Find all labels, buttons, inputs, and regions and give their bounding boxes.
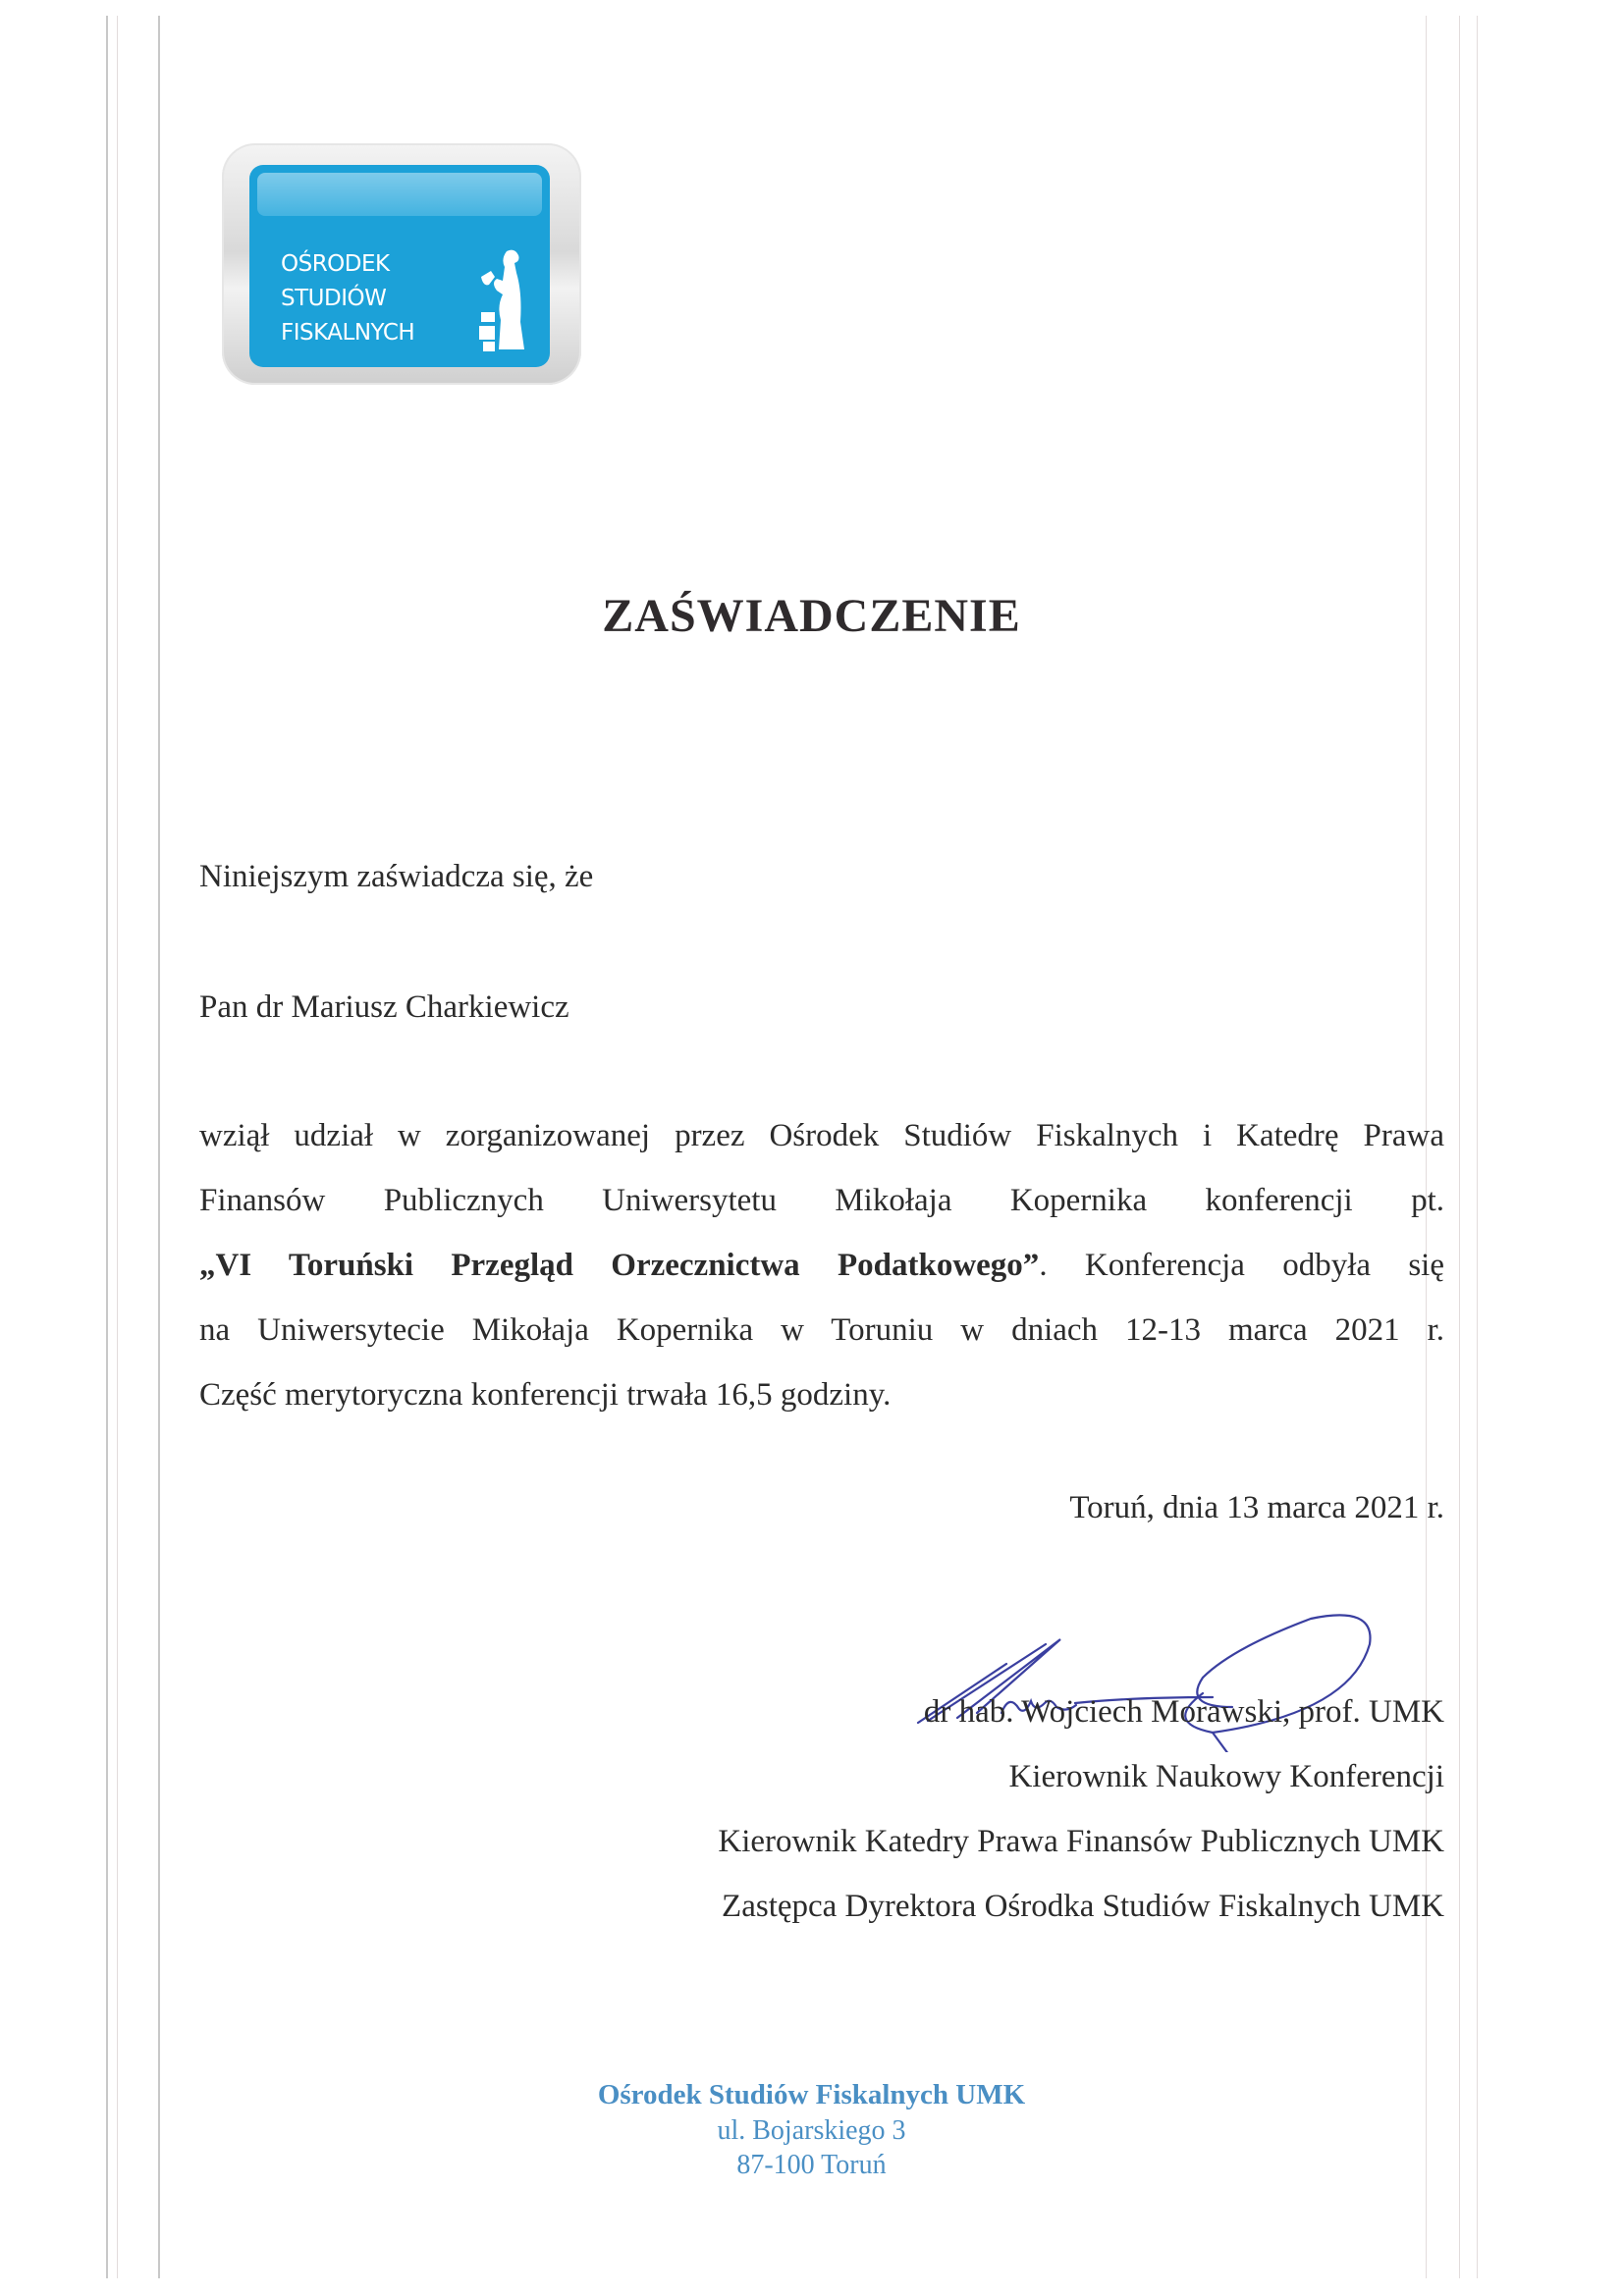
body-line: Finansów Publicznych Uniwersytetu Mikołaja Kopernika konferencji pt.: [199, 1183, 1444, 1218]
scan-margin-line: [117, 16, 118, 2278]
logo-panel: [249, 165, 550, 367]
place-date: Toruń, dnia 13 marca 2021 r.: [1069, 1490, 1444, 1525]
scan-margin-line: [1477, 16, 1478, 2278]
intro-text: Niniejszym zaświadcza się, że: [199, 859, 594, 894]
logo-line: OŚRODEK: [281, 251, 390, 277]
footer-city: 87-100 Toruń: [736, 2150, 887, 2180]
signatory-role: Zastępca Dyrektora Ośrodka Studiów Fiskalnych UMK: [722, 1889, 1444, 1924]
scan-margin-line: [1459, 16, 1460, 2278]
logo-line: STUDIÓW: [281, 286, 387, 311]
scan-margin-line: [158, 16, 160, 2278]
body-line: Część merytoryczna konferencji trwała 16,5 godziny.: [199, 1377, 892, 1413]
recipient-name: Pan dr Mariusz Charkiewicz: [199, 989, 569, 1025]
footer-org: [0, 2079, 1623, 2111]
logo-line: FISKALNYCH: [281, 320, 415, 346]
body-line-tail: . Konferencja odbyła się: [1039, 1248, 1444, 1283]
body-line: wziął udział w zorganizowanej przez Ośrodek Studiów Fiskalnych i Katedrę Prawa: [199, 1118, 1444, 1153]
signatory-name: dr hab. Wojciech Morawski, prof. UMK: [923, 1694, 1444, 1730]
document-title: ZAŚWIADCZENIE: [602, 590, 1021, 642]
figure-with-scales-icon: [477, 247, 526, 353]
footer-street: ul. Bojarskiego 3: [717, 2115, 906, 2146]
scan-margin-line: [106, 16, 108, 2278]
body-line: [199, 1233, 1444, 1298]
body-line: na Uniwersytecie Mikołaja Kopernika w Toruniu w dniach 12-13 marca 2021 r.: [199, 1312, 1444, 1348]
conference-title: „VI Toruński Przegląd Orzecznictwa Podatkowego”: [199, 1248, 1040, 1283]
signatory-role: Kierownik Naukowy Konferencji: [1008, 1759, 1444, 1794]
logo-text: [281, 247, 414, 350]
osf-logo: [222, 143, 581, 385]
logo-gloss: [257, 173, 542, 216]
signatory-role: Kierownik Katedry Prawa Finansów Publicznych UMK: [718, 1824, 1444, 1859]
footer-org-name: Ośrodek Studiów Fiskalnych UMK: [597, 2079, 1026, 2110]
